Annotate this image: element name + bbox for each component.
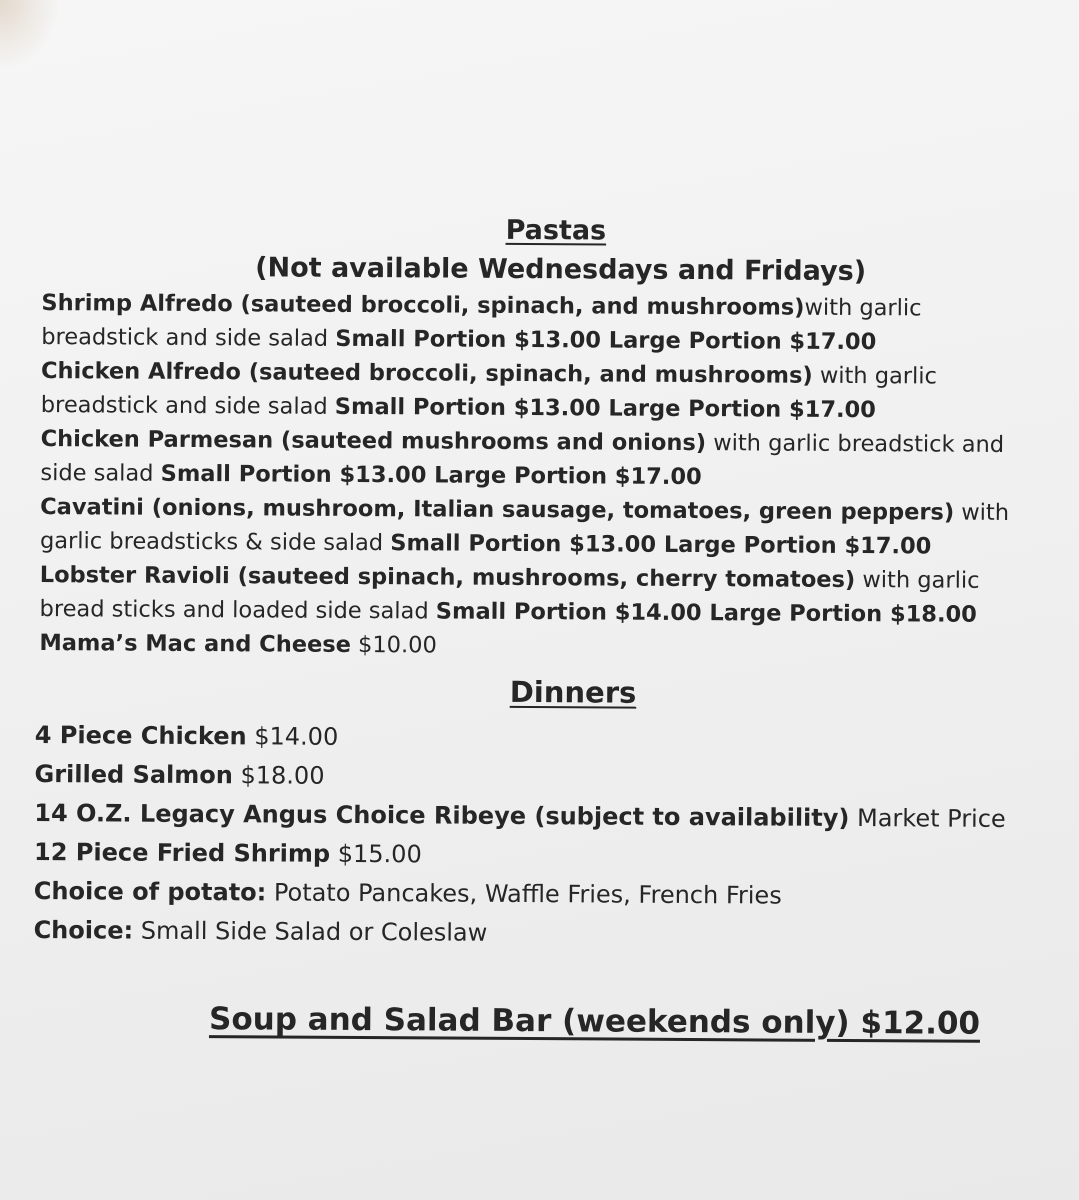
pasta-item-name: Shrimp Alfredo (sauteed broccoli, spinach, and mushrooms) (41, 290, 805, 321)
pastas-title: Pastas (505, 214, 607, 247)
pasta-item-prices: Small Portion $13.00 Large Portion $17.00 (160, 460, 702, 491)
pasta-item-desc: with garlic bread sticks and loaded side salad (39, 567, 980, 625)
dinner-item-name: Grilled Salmon (34, 760, 233, 790)
dinner-item-ribeye (32, 794, 1042, 839)
dinner-item-detail: $14.00 (254, 722, 339, 751)
pasta-item-chicken-alfredo (35, 354, 1045, 428)
dinner-item-detail: $18.00 (240, 761, 325, 790)
dinner-item-name: Choice of potato: (33, 876, 267, 907)
pasta-item-chicken-parmesan (34, 422, 1044, 496)
pasta-item-prices: Small Portion $14.00 Large Portion $18.00 (435, 598, 977, 628)
dinner-choice-side (31, 911, 1041, 956)
pasta-item-name: Chicken Alfredo (sauteed broccoli, spinach, and mushrooms) (40, 358, 813, 389)
pasta-item-prices: Small Portion $13.00 Large Portion $17.00 (390, 530, 932, 560)
paper-corner-shadow (0, 0, 60, 70)
pasta-item-price: $10.00 (358, 631, 437, 659)
pasta-item-cavatini (34, 490, 1044, 564)
dinner-item-name: 4 Piece Chicken (34, 721, 247, 751)
pasta-item-mac-and-cheese (33, 626, 1043, 666)
pasta-item-name: Chicken Parmesan (sauteed mushrooms and onions) (40, 426, 707, 457)
pasta-item-name: Lobster Ravioli (sauteed spinach, mushrooms, cherry tomatoes) (39, 562, 856, 594)
pasta-item-desc: with garlic breadstick and side salad (40, 430, 1005, 487)
pasta-item-name: Mama’s Mac and Cheese (39, 630, 352, 658)
dinner-item-chicken (33, 716, 1043, 761)
soup-salad-bar-title: Soup and Salad Bar (weekends only) $12.00 (208, 1001, 981, 1042)
pasta-item-prices: Small Portion $13.00 Large Portion $17.00 (334, 393, 876, 424)
menu-content (31, 212, 1046, 1042)
dinner-item-name: 12 Piece Fried Shrimp (34, 838, 331, 868)
pasta-item-desc: with garlic breadsticks & side salad (39, 499, 1010, 557)
dinner-choice-potato (32, 872, 1042, 917)
dinner-item-detail: Potato Pancakes, Waffle Fries, French Fries (273, 878, 782, 910)
pastas-availability-note: (Not available Wednesdays and Fridays) (255, 252, 867, 288)
dinner-item-fried-shrimp (32, 833, 1042, 878)
pasta-item-desc: with garlic breadstick and side salad (41, 294, 922, 352)
dinner-item-detail: Small Side Salad or Coleslaw (140, 916, 488, 947)
pasta-item-prices: Small Portion $13.00 Large Portion $17.00 (335, 325, 877, 356)
dinner-item-name: Choice: (33, 915, 134, 945)
dinner-item-name: 14 O.Z. Legacy Angus Choice Ribeye (subject to availability) (34, 799, 850, 832)
pasta-item-name: Cavatini (onions, mushroom, Italian sausage, tomatoes, green peppers) (40, 494, 955, 526)
pasta-item-desc: with garlic breadstick and side salad (40, 362, 938, 420)
pasta-item-lobster-ravioli (33, 558, 1043, 632)
dinner-item-detail: Market Price (856, 804, 1006, 833)
pasta-item-shrimp-alfredo (35, 286, 1045, 360)
dinner-item-salmon (32, 755, 1042, 800)
dinner-item-detail: $15.00 (337, 839, 422, 869)
dinners-title: Dinners (509, 674, 637, 710)
